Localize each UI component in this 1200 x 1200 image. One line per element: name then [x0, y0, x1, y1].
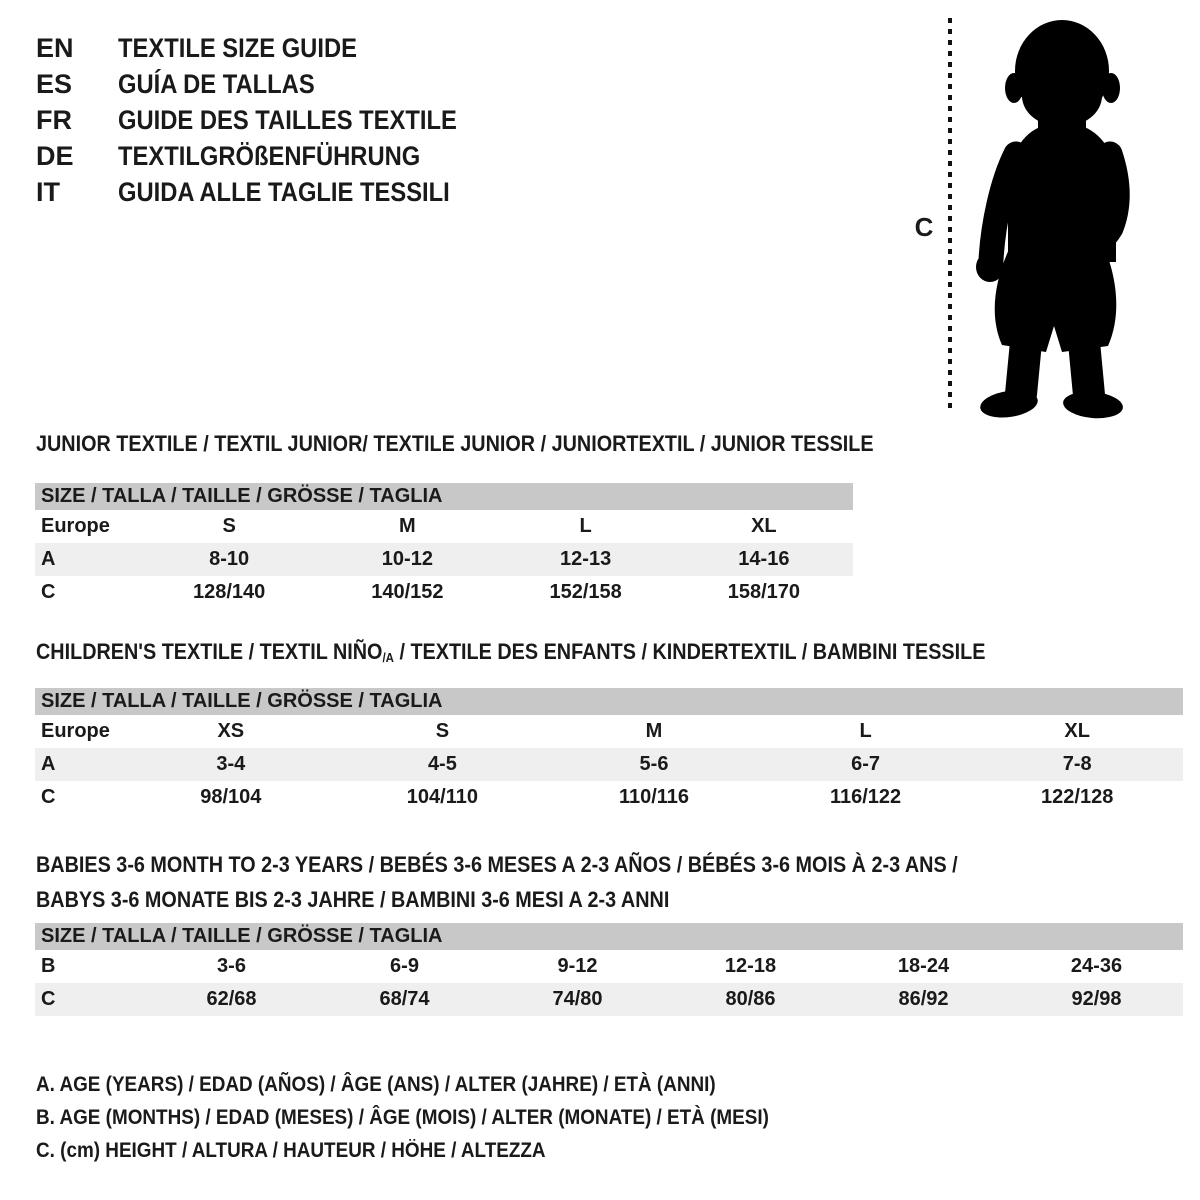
value-cell: 7-8	[971, 748, 1183, 781]
value-cell: 110/116	[618, 786, 690, 808]
legend-line-c-text: C. (cm) HEIGHT / ALTURA / HAUTEUR / HÖHE / ALTEZZA	[36, 1139, 546, 1162]
toddler-silhouette-image	[962, 12, 1148, 420]
babies-heading-line2: BABYS 3-6 MONATE BIS 2-3 JAHRE / BAMBINI 3-6 MESI A 2-3 ANNI	[36, 887, 670, 912]
value-cell: M	[645, 720, 663, 742]
language-code: DE	[36, 140, 74, 171]
value-cell: 5-6	[548, 748, 760, 781]
value-cell: S	[222, 515, 236, 537]
value-cell: M	[399, 515, 416, 537]
value-cell: 9-12	[557, 955, 598, 977]
table-row	[35, 510, 853, 543]
language-row	[36, 138, 503, 174]
value-cell: 122/128	[1041, 786, 1114, 808]
table-row	[35, 781, 1183, 814]
children-size-table	[35, 688, 1183, 814]
height-measure-dashed-line	[948, 18, 952, 414]
row-label-cell: A	[35, 748, 125, 781]
size-header-bar: SIZE / TALLA / TAILLE / GRÖSSE / TAGLIA	[35, 688, 1183, 715]
value-cell: 12-13	[497, 543, 675, 576]
value-cell: XL	[751, 515, 777, 537]
table-row	[35, 983, 1183, 1016]
size-header-bar: SIZE / TALLA / TAILLE / GRÖSSE / TAGLIA	[35, 923, 1183, 950]
value-cell: 104/110	[406, 786, 478, 808]
legend-line-height-cm	[36, 1134, 850, 1167]
row-label-cell: C	[41, 581, 56, 603]
language-row	[36, 102, 503, 138]
value-cell: 6-7	[760, 748, 972, 781]
value-cell: 18-24	[897, 955, 950, 977]
measurement-legend	[36, 1068, 850, 1167]
babies-section-heading	[36, 847, 1060, 917]
height-measure-label: C	[914, 212, 934, 242]
children-section-heading	[36, 640, 1091, 670]
row-label-cell: A	[35, 543, 140, 576]
value-cell: 152/158	[549, 581, 622, 603]
table-row	[35, 576, 853, 609]
language-title: TEXTILGRÖßENFÜHRUNG	[118, 140, 421, 171]
language-title: GUÍA DE TALLAS	[118, 68, 315, 99]
children-heading-pre: CHILDREN'S TEXTILE / TEXTIL NIÑO	[36, 639, 383, 664]
legend-line-a-text: A. AGE (YEARS) / EDAD (AÑOS) / ÂGE (ANS) / ALTER (JAHRE) / ETÀ (ANNI)	[36, 1073, 716, 1096]
row-label-cell: C	[35, 983, 145, 1016]
children-heading-post: / TEXTILE DES ENFANTS / KINDERTEXTIL / BAMBINI TESSILE	[393, 639, 986, 664]
value-cell: 8-10	[140, 543, 318, 576]
row-label-cell: Europe	[41, 515, 110, 537]
value-cell: 128/140	[192, 581, 266, 603]
value-cell: 24-36	[1070, 955, 1123, 977]
value-cell: 6-9	[390, 955, 419, 977]
table-row	[35, 748, 1183, 781]
language-code: EN	[36, 32, 74, 63]
value-cell: L	[859, 720, 872, 742]
table-row	[35, 543, 853, 576]
value-cell: 140/152	[371, 581, 444, 603]
language-title: TEXTILE SIZE GUIDE	[118, 32, 357, 63]
language-row	[36, 66, 503, 102]
value-cell: 74/80	[491, 983, 664, 1016]
language-title: GUIDA ALLE TAGLIE TESSILI	[118, 176, 450, 207]
language-code: IT	[36, 176, 60, 207]
language-list	[36, 30, 503, 210]
junior-section-heading	[36, 432, 967, 456]
value-cell: 4-5	[337, 748, 549, 781]
language-row	[36, 174, 503, 210]
row-label-cell: B	[41, 955, 56, 977]
junior-size-table	[35, 483, 853, 609]
value-cell: 158/170	[727, 581, 801, 603]
value-cell: XL	[1064, 720, 1090, 742]
language-code: ES	[36, 68, 73, 99]
value-cell: 14-16	[675, 543, 853, 576]
value-cell: 62/68	[145, 983, 318, 1016]
children-heading-subscript: /A	[382, 650, 394, 666]
table-row	[35, 950, 1183, 983]
legend-line-b-text: B. AGE (MONTHS) / EDAD (MESES) / ÂGE (MOIS) / ALTER (MONATE) / ETÀ (MESI)	[36, 1106, 769, 1129]
value-cell: 92/98	[1010, 983, 1183, 1016]
value-cell: 98/104	[200, 786, 262, 808]
babies-heading-line1: BABIES 3-6 MONTH TO 2-3 YEARS / BEBÉS 3-6 MESES A 2-3 AÑOS / BÉBÉS 3-6 MOIS À 2-3 ANS /	[36, 852, 958, 877]
value-cell: 3-4	[125, 748, 337, 781]
value-cell: 68/74	[318, 983, 491, 1016]
value-cell: 12-18	[724, 955, 777, 977]
language-code: FR	[36, 104, 72, 135]
legend-line-age-years	[36, 1068, 850, 1101]
value-cell: 116/122	[829, 786, 902, 808]
babies-size-table	[35, 923, 1183, 1016]
language-title: GUIDE DES TAILLES TEXTILE	[118, 104, 457, 135]
junior-heading-text: JUNIOR TEXTILE / TEXTIL JUNIOR/ TEXTILE JUNIOR / JUNIORTEXTIL / JUNIOR TESSILE	[36, 431, 874, 456]
value-cell: 86/92	[837, 983, 1010, 1016]
value-cell: 80/86	[664, 983, 837, 1016]
legend-line-age-months	[36, 1101, 850, 1134]
value-cell: L	[579, 515, 592, 537]
language-row	[36, 30, 503, 66]
value-cell: 10-12	[318, 543, 496, 576]
value-cell: XS	[217, 720, 245, 742]
row-label-cell: Europe	[41, 720, 110, 742]
value-cell: 3-6	[217, 955, 246, 977]
children-heading-text	[36, 640, 985, 670]
value-cell: S	[435, 720, 450, 742]
row-label-cell: C	[41, 786, 56, 808]
table-row	[35, 715, 1183, 748]
size-header-bar: SIZE / TALLA / TAILLE / GRÖSSE / TAGLIA	[35, 483, 853, 510]
